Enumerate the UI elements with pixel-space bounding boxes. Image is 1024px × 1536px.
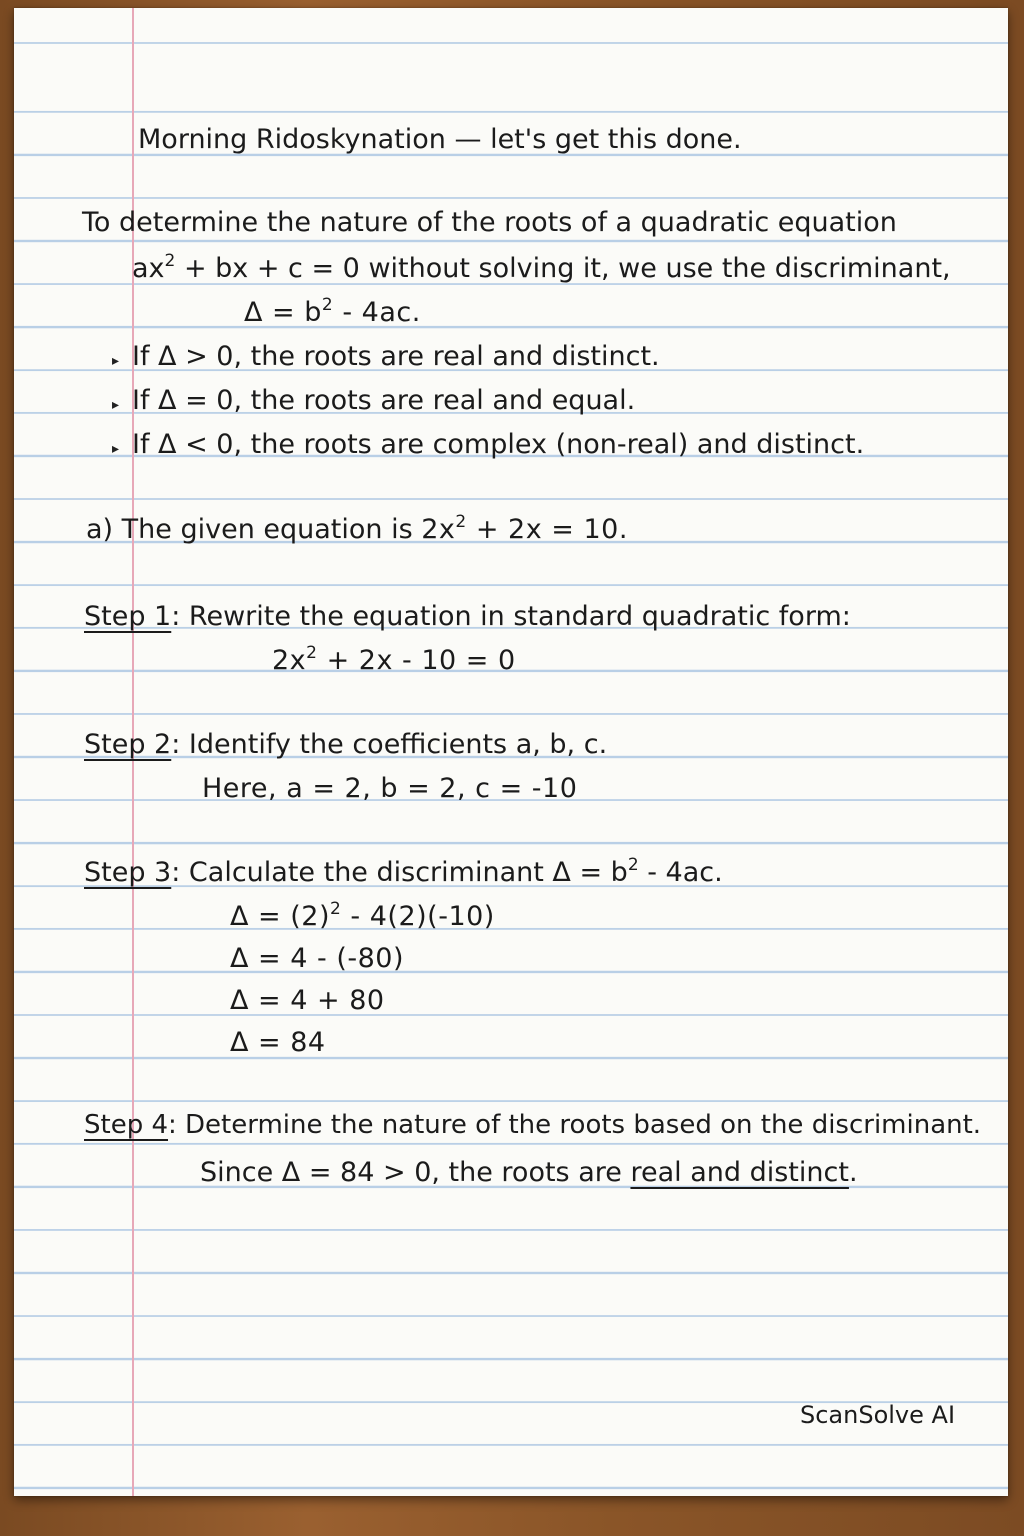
step-3-line-3: Δ = 4 + 80	[230, 985, 385, 1016]
bullet-item: If Δ < 0, the roots are complex (non-real) and distinct.	[132, 429, 865, 460]
step-label: Step 1	[84, 601, 172, 632]
step-4-heading: Step 4: Determine the nature of the roots based on the discriminant.	[84, 1110, 982, 1140]
step-4-conclusion: Since Δ = 84 > 0, the roots are real and distinct.	[200, 1157, 858, 1188]
step-2-heading: Step 2: Identify the coefficients a, b, c.	[84, 729, 608, 760]
bullet-marker: ▸	[112, 353, 120, 369]
bullet-item: If Δ > 0, the roots are real and distinct.	[132, 341, 660, 372]
step-3-line-2: Δ = 4 - (-80)	[230, 943, 405, 974]
step-1-heading: Step 1: Rewrite the equation in standard quadratic form:	[84, 601, 851, 632]
notebook-page	[14, 8, 1008, 1496]
step-label: Step 4	[84, 1110, 169, 1140]
bullet-item: If Δ = 0, the roots are real and equal.	[132, 385, 636, 416]
step-2-values: Here, a = 2, b = 2, c = -10	[202, 773, 578, 804]
step-label: Step 3	[84, 857, 172, 888]
brand-watermark: ScanSolve AI	[800, 1401, 956, 1429]
step-3-line-4: Δ = 84	[230, 1027, 326, 1058]
part-a-line: a) The given equation is $2x^2 + 2x = 10$.	[86, 512, 628, 545]
intro-line-2: $ax^2$ + bx + c = 0 without solving it, we use the discriminant,	[132, 251, 951, 284]
greeting: Morning Ridoskynation — let's get this done.	[138, 124, 742, 155]
bullet-marker: ▸	[112, 397, 120, 413]
intro-line-1: To determine the nature of the roots of a quadratic equation	[82, 207, 897, 238]
bullet-marker: ▸	[112, 441, 120, 457]
step-1-equation: $2x^2 + 2x - 10 = 0$	[272, 643, 516, 676]
step-3-heading: Step 3: Calculate the discriminant $\Delta = b^2 - 4ac$.	[84, 855, 723, 888]
conclusion-underlined: real and distinct	[630, 1157, 849, 1188]
step-3-line-1: $\Delta = (2)^2 - 4(2)(-10)$	[230, 899, 495, 932]
discriminant-formula: $\Delta = b^2 - 4ac$.	[244, 295, 421, 328]
step-label: Step 2	[84, 729, 172, 760]
